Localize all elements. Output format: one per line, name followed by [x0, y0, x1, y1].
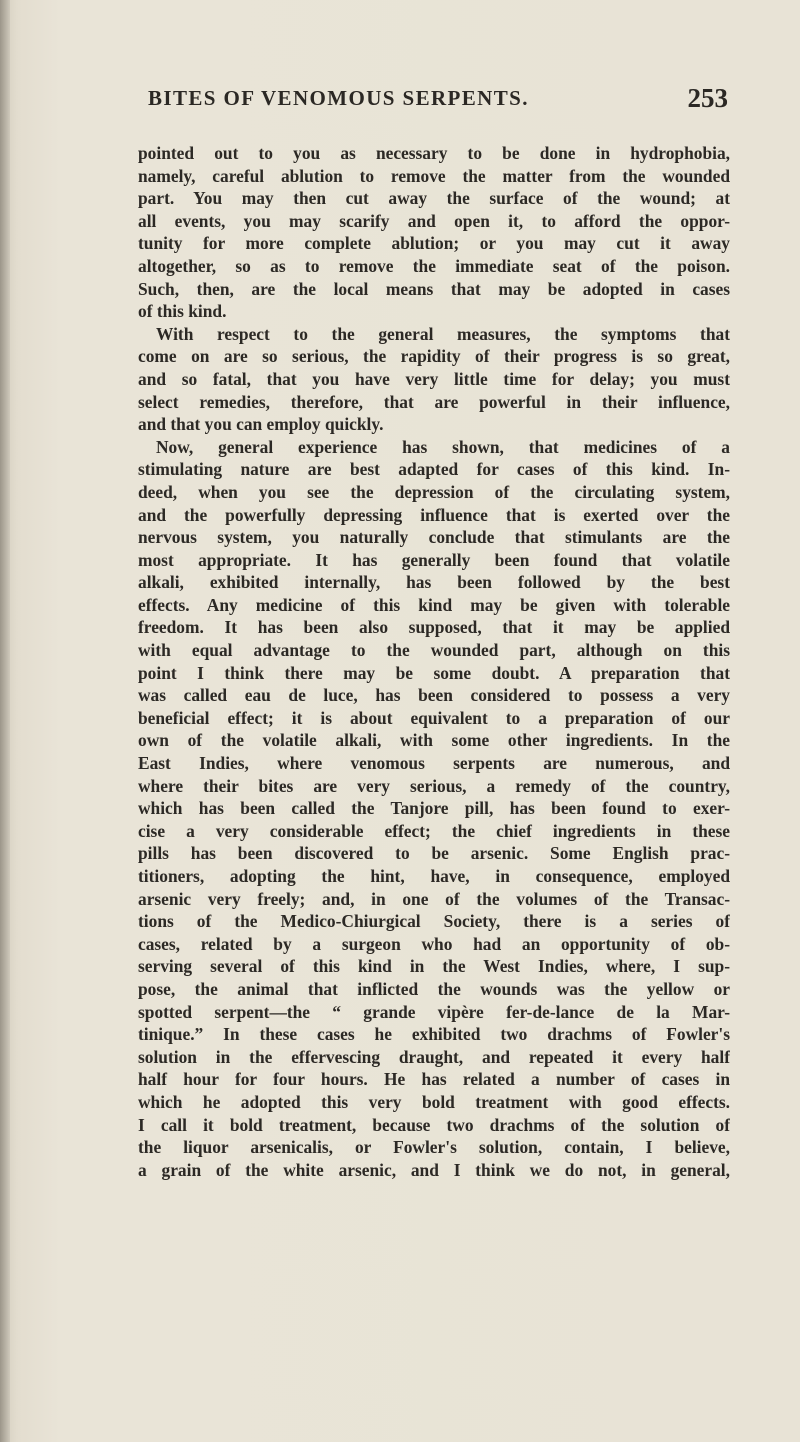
text-line: pointed out to you as necessary to be done in hydrophobia,	[138, 143, 730, 163]
text-line: a grain of the white arsenic, and I think we do not, in general,	[138, 1159, 730, 1180]
page-spine-shadow	[0, 0, 10, 1442]
text-line: cise a very considerable effect; the chief ingredients in these	[138, 820, 730, 841]
text-line: effects. Any medicine of this kind may be given with tolerable	[138, 594, 730, 615]
text-line: cases, related by a surgeon who had an opportunity of ob-	[138, 933, 730, 954]
text-line: and so fatal, that you have very little time for delay; you must	[138, 368, 730, 389]
text-line: most appropriate. It has generally been found that volatile	[138, 549, 730, 570]
text-line: tunity for more complete ablution; or you may cut it away	[138, 233, 730, 254]
text-line: tions of the Medico-Chiurgical Society, there is a series of	[138, 911, 730, 932]
text-line: Now, general experience has shown, that medicines of a	[156, 436, 730, 457]
body-text	[138, 142, 730, 1181]
text-line: beneficial effect; it is about equivalent to a preparation of our	[138, 707, 730, 728]
text-line: own of the volatile alkali, with some other ingredients. In the	[138, 730, 730, 751]
text-line: which has been called the Tanjore pill, has been found to exer-	[138, 798, 730, 819]
text-line: tinique.” In these cases he exhibited two drachms of Fowler's	[138, 1024, 730, 1045]
running-head: BITES OF VENOMOUS SERPENTS.	[148, 86, 529, 110]
text-line: Such, then, are the local means that may be adopted in cases	[138, 278, 730, 299]
text-line: with equal advantage to the wounded part, although on this	[138, 640, 730, 661]
text-line: where their bites are very serious, a remedy of the country,	[138, 775, 730, 796]
text-line: arsenic very freely; and, in one of the volumes of the Transac-	[138, 888, 730, 909]
text-line: East Indies, where venomous serpents are numerous, and	[138, 753, 730, 774]
text-line: and the powerfully depressing influence that is exerted over the	[138, 504, 730, 525]
text-line: point I think there may be some doubt. A preparation that	[138, 662, 730, 683]
text-line: which he adopted this very bold treatment with good effects.	[138, 1091, 730, 1112]
text-line: come on are so serious, the rapidity of their progress is so great,	[138, 346, 730, 367]
text-line: was called eau de luce, has been considered to possess a very	[138, 685, 730, 706]
text-line: and that you can employ quickly.	[138, 414, 384, 435]
text-line: pose, the animal that inflicted the wounds was the yellow or	[138, 978, 730, 999]
text-line: serving several of this kind in the West Indies, where, I sup-	[138, 956, 730, 977]
text-line: With respect to the general measures, the symptoms that	[156, 323, 730, 344]
text-line: stimulating nature are best adapted for cases of this kind. In-	[138, 459, 730, 480]
text-line: of this kind.	[138, 301, 227, 322]
text-line: altogether, so as to remove the immediate seat of the poison.	[138, 255, 730, 276]
text-line: alkali, exhibited internally, has been followed by the best	[138, 572, 730, 593]
text-line: half hour for four hours. He has related a number of cases in	[138, 1069, 730, 1090]
text-line: the liquor arsenicalis, or Fowler's solution, contain, I believe,	[138, 1137, 730, 1158]
text-line: spotted serpent—the “ grande vipère fer-de-lance de la Mar-	[138, 1001, 730, 1022]
page-number: 253	[687, 83, 728, 113]
text-line: part. You may then cut away the surface of the wound; at	[138, 188, 730, 209]
text-line: titioners, adopting the hint, have, in consequence, employed	[138, 866, 730, 886]
text-line: I call it bold treatment, because two drachms of the solution of	[138, 1114, 730, 1135]
text-line: select remedies, therefore, that are powerful in their influence,	[138, 391, 730, 412]
text-line: nervous system, you naturally conclude that stimulants are the	[138, 527, 730, 548]
text-line: all events, you may scarify and open it, to afford the oppor-	[138, 210, 730, 231]
text-line: freedom. It has been also supposed, that it may be applied	[138, 617, 730, 638]
text-line: solution in the effervescing draught, and repeated it every half	[138, 1046, 730, 1067]
page-header	[148, 83, 728, 116]
text-line: deed, when you see the depression of the circulating system,	[138, 481, 730, 502]
text-line: pills has been discovered to be arsenic. Some English prac-	[138, 843, 730, 864]
text-line: namely, careful ablution to remove the matter from the wounded	[138, 165, 730, 186]
